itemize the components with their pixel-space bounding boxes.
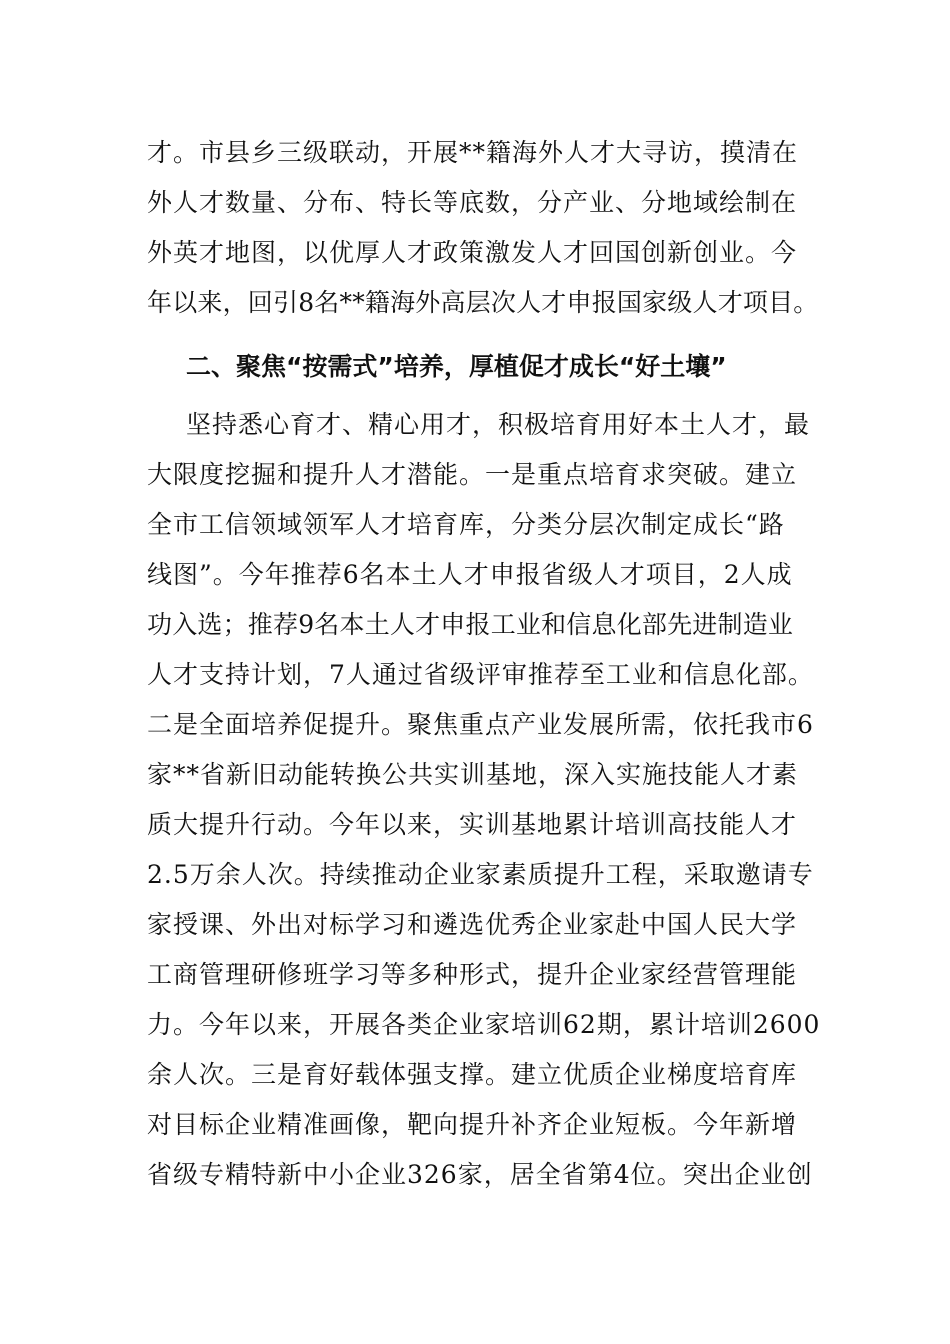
body-text-line: 工商管理研修班学习等多种形式，提升企业家经营管理能 — [147, 960, 798, 989]
body-text-line: 才。市县乡三级联动，开展**籍海外人才大寻访，摸清在 — [147, 138, 799, 167]
body-text-line: 外人才数量、分布、特长等底数，分产业、分地域绘制在 — [147, 188, 798, 217]
body-text-line: 力。今年以来，开展各类企业家培训62期，累计培训2600 — [147, 1010, 821, 1039]
body-text-line: 外英才地图，以优厚人才政策激发人才回国创新创业。今 — [147, 238, 798, 267]
body-text-line: 对目标企业精准画像，靶向提升补齐企业短板。今年新增 — [147, 1110, 798, 1139]
body-text-line: 线图”。今年推荐6名本土人才申报省级人才项目，2人成 — [147, 560, 793, 589]
body-text-line: 功入选；推荐9名本土人才申报工业和信息化部先进制造业 — [147, 610, 794, 639]
body-text-line: 大限度挖掘和提升人才潜能。一是重点培育求突破。建立 — [147, 460, 798, 489]
body-text-line: 二是全面培养促提升。聚焦重点产业发展所需，依托我市6 — [147, 710, 814, 739]
body-text-line: 质大提升行动。今年以来，实训基地累计培训高技能人才 — [147, 810, 798, 839]
body-text-line: 2.5万余人次。持续推动企业家素质提升工程，采取邀请专 — [147, 860, 814, 889]
body-text-line: 坚持悉心育才、精心用才，积极培育用好本土人才，最 — [186, 410, 811, 439]
section-heading: 二、聚焦“按需式”培养，厚植促才成长“好土壤” — [186, 352, 727, 381]
body-text-line: 人才支持计划，7人通过省级评审推荐至工业和信息化部。 — [147, 660, 814, 689]
body-text-line: 省级专精特新中小企业326家，居全省第4位。突出企业创 — [147, 1160, 813, 1189]
body-text-line: 余人次。三是育好载体强支撑。建立优质企业梯度培育库 — [147, 1060, 798, 1089]
body-text-line: 家授课、外出对标学习和遴选优秀企业家赴中国人民大学 — [147, 910, 798, 939]
body-text-line: 年以来，回引8名**籍海外高层次人才申报国家级人才项目。 — [147, 288, 819, 317]
body-text-line: 全市工信领域领军人才培育库，分类分层次制定成长“路 — [147, 510, 785, 539]
body-text-line: 家**省新旧动能转换公共实训基地，深入实施技能人才素 — [147, 760, 799, 789]
